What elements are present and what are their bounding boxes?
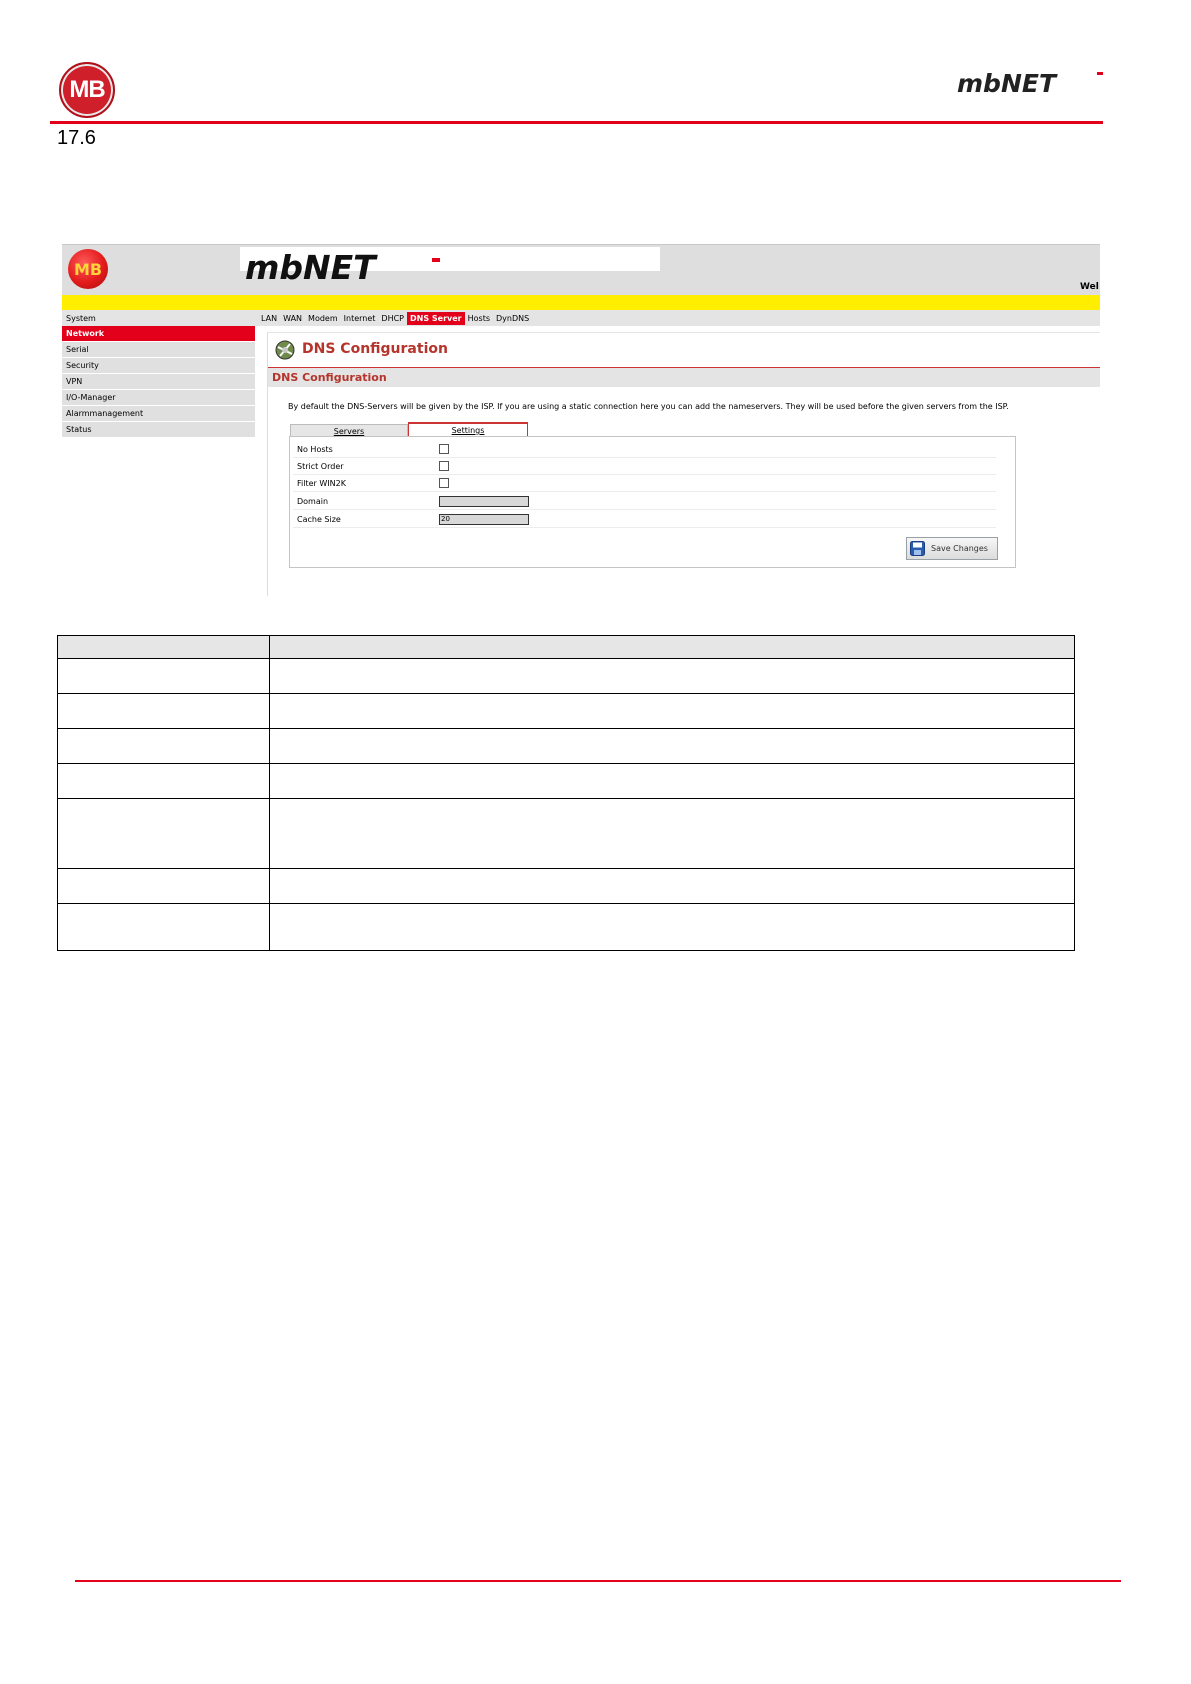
- tab-servers[interactable]: Servers: [290, 424, 408, 438]
- description-table: [57, 635, 1075, 951]
- app-header: [62, 244, 1100, 296]
- strict-order-checkbox[interactable]: [439, 461, 449, 471]
- mbnet-wordmark: [957, 68, 1107, 98]
- subnav-lan[interactable]: LAN: [261, 314, 278, 323]
- table-row: [58, 869, 1075, 904]
- table-cell: [270, 694, 1075, 729]
- subnav-hosts[interactable]: Hosts: [467, 314, 490, 323]
- welcome-text: Wel: [1080, 282, 1099, 292]
- dns-globe-icon: [274, 339, 296, 361]
- subnav-modem[interactable]: Modem: [308, 314, 338, 323]
- sidebar-item-vpn[interactable]: VPN: [62, 374, 255, 389]
- panel-subtitle: DNS Configuration: [272, 371, 387, 384]
- table-cell: [270, 764, 1075, 799]
- table-row: [58, 694, 1075, 729]
- section-number: 17.6: [57, 127, 96, 149]
- no-hosts-label: No Hosts: [297, 445, 333, 454]
- table-cell: [270, 659, 1075, 694]
- subnav-wan[interactable]: WAN: [283, 314, 303, 323]
- domain-input[interactable]: [439, 496, 529, 507]
- floppy-disk-icon: [910, 541, 925, 556]
- top-nav: [62, 310, 1100, 326]
- table-cell: [270, 636, 1075, 659]
- table-row: [58, 764, 1075, 799]
- app-logo: MB: [68, 249, 108, 289]
- sidebar-item-status[interactable]: Status: [62, 422, 255, 437]
- sidebar-item-alarmmanagement[interactable]: Alarmmanagement: [62, 406, 255, 421]
- table-cell: [58, 636, 270, 659]
- sidebar-item-security[interactable]: Security: [62, 358, 255, 373]
- table-cell: [58, 904, 270, 951]
- mb-logo: MB: [59, 62, 115, 118]
- subnav-dhcp[interactable]: DHCP: [381, 314, 404, 323]
- row-no-hosts: [293, 441, 996, 458]
- table-row: [58, 799, 1075, 869]
- table-row: [58, 659, 1075, 694]
- panel-title-row: [268, 332, 1100, 369]
- row-domain: [293, 493, 996, 510]
- subnav-dyndns[interactable]: DynDNS: [496, 314, 530, 323]
- strict-order-label: Strict Order: [297, 462, 344, 471]
- table-cell: [58, 764, 270, 799]
- sidebar: [62, 326, 255, 438]
- table-cell: [270, 869, 1075, 904]
- nav-system[interactable]: System: [66, 314, 96, 323]
- save-changes-button[interactable]: [906, 537, 998, 560]
- table-header-row: [58, 636, 1075, 659]
- row-cache-size: [293, 511, 996, 528]
- main-panel: [267, 332, 1100, 596]
- svg-text:mbNET: mbNET: [957, 69, 1056, 98]
- filter-win2k-label: Filter WIN2K: [297, 479, 346, 488]
- save-changes-label: Save Changes: [931, 544, 988, 553]
- table-row: [58, 904, 1075, 951]
- cache-size-input[interactable]: 20: [439, 514, 529, 525]
- yellow-bar: [62, 295, 1100, 310]
- table-cell: [58, 869, 270, 904]
- row-strict-order: [293, 458, 996, 475]
- description-text: By default the DNS-Servers will be given by the ISP. If you are using a static connection here you can add the nameservers. They will be used before the given servers from the ISP.: [288, 402, 1009, 411]
- panel-subheader: [268, 368, 1100, 387]
- table-row: [58, 729, 1075, 764]
- table-cell: [58, 729, 270, 764]
- no-hosts-checkbox[interactable]: [439, 444, 449, 454]
- header-rule: [50, 121, 1103, 124]
- table-cell: [58, 659, 270, 694]
- tab-settings[interactable]: Settings: [408, 422, 528, 437]
- app-brand-wordmark: [245, 251, 445, 287]
- page-title: DNS Configuration: [302, 341, 448, 357]
- svg-text:mbNET: mbNET: [245, 251, 376, 287]
- table-cell: [270, 729, 1075, 764]
- subnav: [258, 312, 532, 325]
- filter-win2k-checkbox[interactable]: [439, 478, 449, 488]
- cache-size-label: Cache Size: [297, 515, 341, 524]
- sidebar-item-serial[interactable]: Serial: [62, 342, 255, 357]
- table-cell: [270, 904, 1075, 951]
- subnav-internet[interactable]: Internet: [343, 314, 376, 323]
- dns-config-screenshot: [62, 244, 1100, 596]
- row-filter-win2k: [293, 475, 996, 492]
- table-cell: [58, 799, 270, 869]
- sidebar-item-network[interactable]: Network: [62, 326, 255, 341]
- domain-label: Domain: [297, 497, 329, 506]
- table-cell: [58, 694, 270, 729]
- mbnet-logo: [957, 68, 1107, 98]
- subnav-dns-server[interactable]: DNS Server: [407, 312, 465, 325]
- table-cell: [270, 799, 1075, 869]
- footer-rule: [75, 1580, 1121, 1582]
- sidebar-item-io-manager[interactable]: I/O-Manager: [62, 390, 255, 405]
- settings-form: [289, 436, 1016, 568]
